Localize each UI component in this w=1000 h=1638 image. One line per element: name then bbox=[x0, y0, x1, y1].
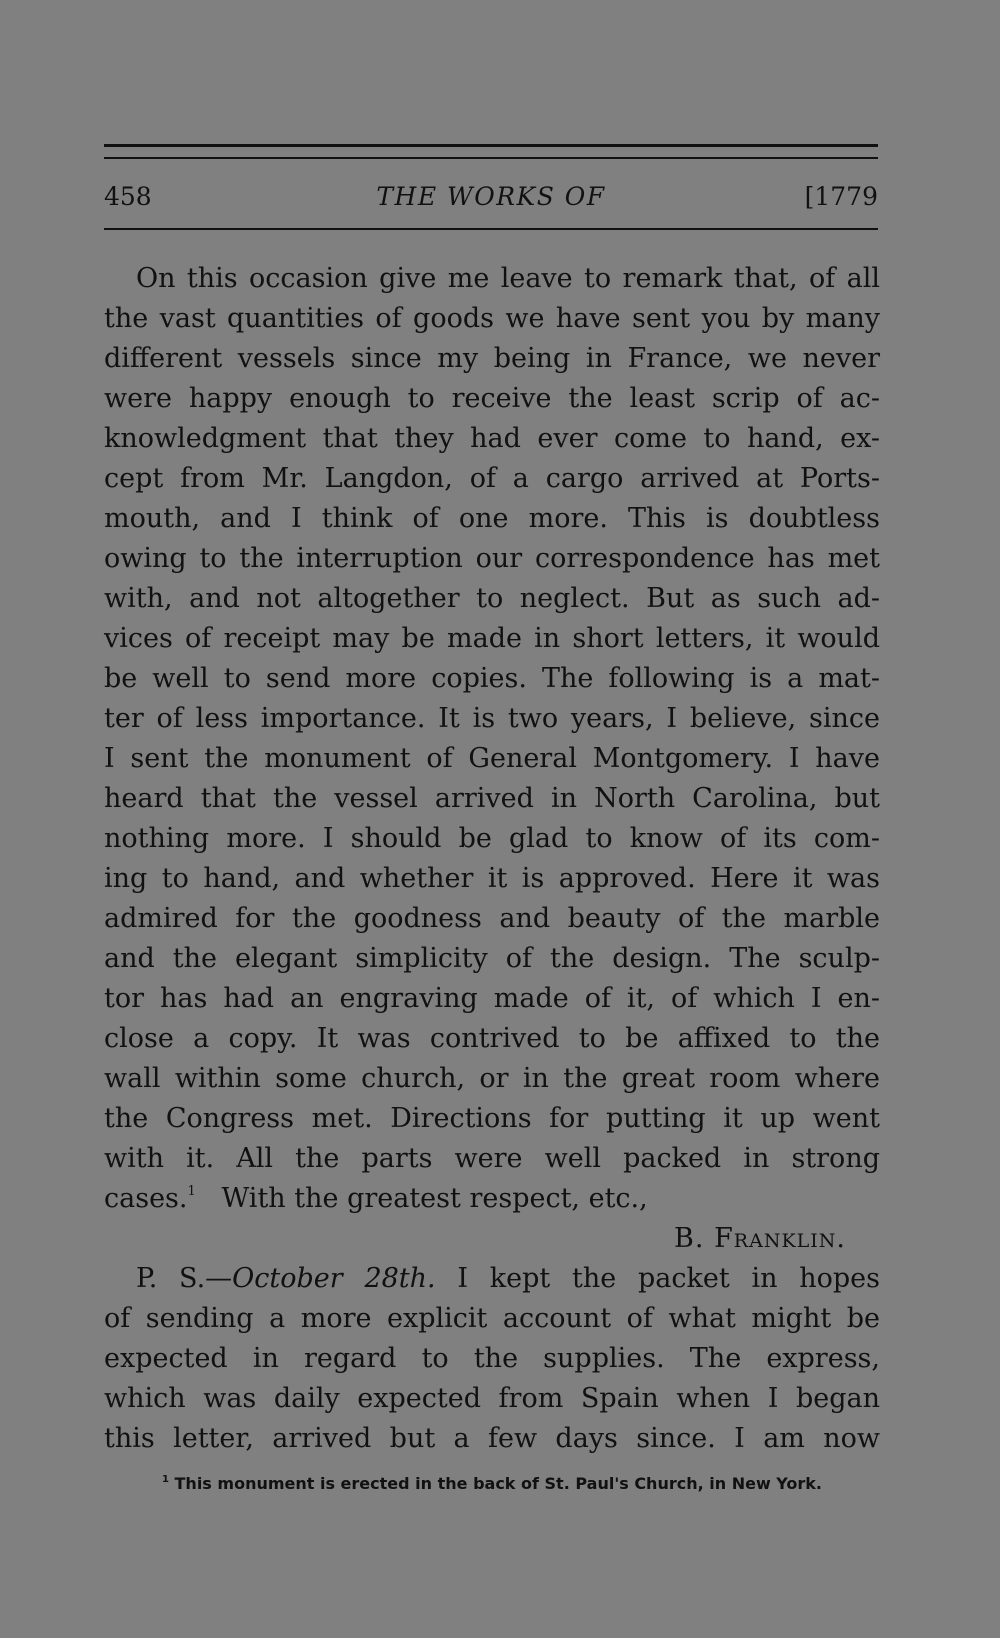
text-line: with, and not altogether to neglect. But as such ad- bbox=[104, 583, 880, 614]
body-text bbox=[104, 259, 880, 1459]
footnote-reference[interactable]: 1 bbox=[187, 1184, 196, 1199]
text-line: were happy enough to receive the least scrip of ac- bbox=[104, 383, 880, 414]
closing-line bbox=[104, 1179, 880, 1219]
postscript-first-line-rest: I kept the packet in hopes bbox=[457, 1263, 880, 1294]
text-line: mouth, and I think of one more. This is doubtless bbox=[104, 503, 880, 534]
postscript-first-line bbox=[104, 1259, 880, 1299]
text-line: of sending a more explicit account of what might be bbox=[104, 1303, 880, 1334]
running-title: THE WORKS OF bbox=[376, 182, 606, 211]
text-line: ter of less importance. It is two years, I believe, since bbox=[104, 703, 880, 734]
text-line: different vessels since my being in France, we never bbox=[104, 343, 880, 374]
top-double-rule-upper bbox=[104, 144, 878, 147]
text-line: the Congress met. Directions for putting it up went bbox=[104, 1103, 880, 1134]
text-line: wall within some church, or in the great room where bbox=[104, 1063, 880, 1094]
text-line: nothing more. I should be glad to know of its com- bbox=[104, 823, 880, 854]
text-line: close a copy. It was contrived to be affixed to the bbox=[104, 1023, 880, 1054]
running-head bbox=[104, 180, 878, 214]
signature bbox=[104, 1219, 880, 1259]
text-line: with it. All the parts were well packed in strong bbox=[104, 1143, 880, 1174]
text-line: owing to the interruption our correspondence has met bbox=[104, 543, 880, 574]
signature-initial: B. bbox=[674, 1223, 705, 1254]
text-line: cept from Mr. Langdon, of a cargo arrived at Ports- bbox=[104, 463, 880, 494]
text-line: be well to send more copies. The following is a mat- bbox=[104, 663, 880, 694]
text-line: ing to hand, and whether it is approved. Here it was bbox=[104, 863, 880, 894]
footnote-mark: 1 bbox=[161, 1474, 169, 1485]
postscript-label: P. S.— bbox=[136, 1263, 233, 1294]
text-line: this letter, arrived but a few days since. I am now bbox=[104, 1423, 880, 1454]
text-line: tor has had an engraving made of it, of which I en- bbox=[104, 983, 880, 1014]
text-line: and the elegant simplicity of the design. The sculp- bbox=[104, 943, 880, 974]
text-line: heard that the vessel arrived in North Carolina, but bbox=[104, 783, 880, 814]
page-number: 458 bbox=[104, 182, 152, 211]
text-line: which was daily expected from Spain when I began bbox=[104, 1383, 880, 1414]
header-rule bbox=[104, 228, 878, 230]
postscript-date: October 28th. bbox=[232, 1263, 436, 1294]
closing-line-start: cases. bbox=[104, 1183, 188, 1214]
year-marker: [1779 bbox=[804, 182, 878, 211]
text-line: On this occasion give me leave to remark that, of all bbox=[136, 263, 880, 294]
text-line: knowledgment that they had ever come to hand, ex- bbox=[104, 423, 880, 454]
signature-name: Franklin. bbox=[714, 1223, 846, 1254]
text-line: I sent the monument of General Montgomery. I have bbox=[104, 743, 880, 774]
top-double-rule-lower bbox=[104, 157, 878, 159]
footnote-text: This monument is erected in the back of St. Paul's Church, in New York. bbox=[174, 1474, 823, 1493]
closing-line-end: With the greatest respect, etc., bbox=[221, 1183, 648, 1214]
footnote bbox=[104, 1472, 880, 1496]
text-line: admired for the goodness and beauty of the marble bbox=[104, 903, 880, 934]
text-line: vices of receipt may be made in short letters, it would bbox=[104, 623, 880, 654]
text-line: the vast quantities of goods we have sent you by many bbox=[104, 303, 880, 334]
text-line: expected in regard to the supplies. The express, bbox=[104, 1343, 880, 1374]
